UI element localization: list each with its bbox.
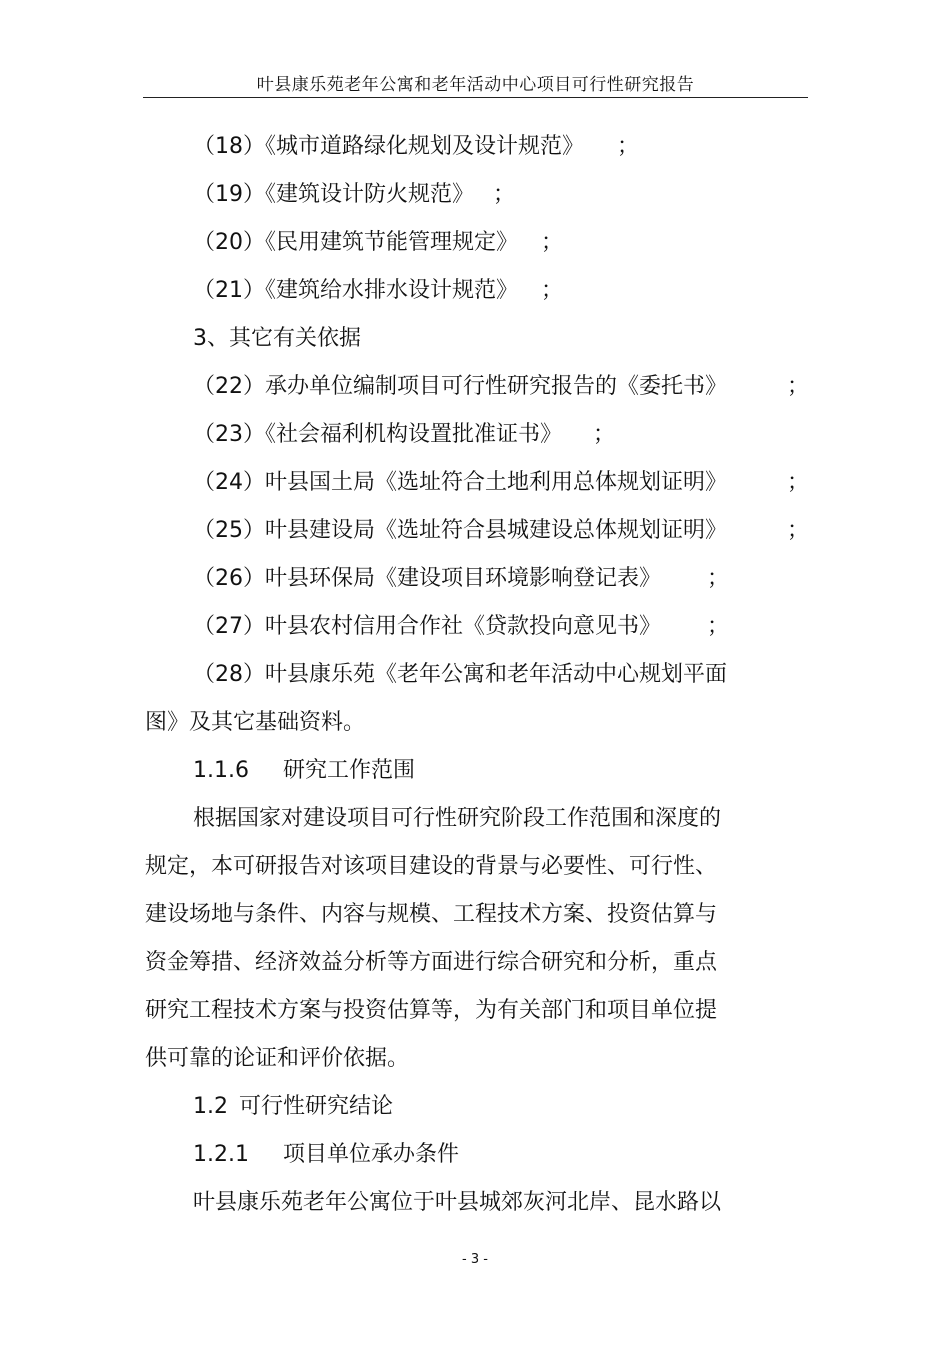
reference-separator: ； bbox=[617, 134, 640, 159]
reference-separator: ； bbox=[787, 470, 810, 495]
reference-separator: ； bbox=[541, 278, 564, 303]
paragraph-text: 根据国家对建设项目可行性研究阶段工作范围和深度的 bbox=[193, 806, 722, 831]
page-number: - 3 - bbox=[462, 1252, 488, 1267]
header-title: 叶县康乐苑老年公寓和老年活动中心项目可行性研究报告 bbox=[256, 75, 695, 95]
paragraph-text: 研究工程技术方案与投资估算等，为有关部门和项目单位提 bbox=[145, 998, 718, 1023]
reference-text: （25）叶县建设局《选址符合县城建设总体规划证明》 bbox=[193, 518, 727, 543]
section-number: 1.1.6 bbox=[193, 758, 249, 783]
reference-text: （24）叶县国土局《选址符合土地利用总体规划证明》 bbox=[193, 470, 727, 495]
section-number: 1.2.1 bbox=[193, 1142, 249, 1167]
reference-text: （18）《城市道路绿化规划及设计规范》 bbox=[193, 134, 584, 159]
section-title: 可行性研究结论 bbox=[239, 1094, 394, 1119]
section-title: 研究工作范围 bbox=[283, 758, 416, 783]
reference-text: （21）《建筑给水排水设计规范》 bbox=[193, 278, 518, 303]
reference-28-line2: 图》及其它基础资料。 bbox=[145, 710, 366, 735]
paragraph-text: 供可靠的论证和评价依据。 bbox=[145, 1046, 410, 1071]
reference-separator: ； bbox=[707, 614, 730, 639]
reference-text: （26）叶县环保局《建设项目环境影响登记表》 bbox=[193, 566, 661, 591]
paragraph-text: 叶县康乐苑老年公寓位于叶县城郊灰河北岸、昆水路以 bbox=[193, 1190, 722, 1215]
paragraph-text: 资金筹措、经济效益分析等方面进行综合研究和分析，重点 bbox=[145, 950, 718, 975]
reference-separator: ； bbox=[493, 182, 516, 207]
paragraph-text: 建设场地与条件、内容与规模、工程技术方案、投资估算与 bbox=[145, 902, 718, 927]
reference-separator: ； bbox=[541, 230, 564, 255]
section-title: 项目单位承办条件 bbox=[283, 1142, 460, 1167]
reference-text: （27）叶县农村信用合作社《贷款投向意见书》 bbox=[193, 614, 661, 639]
reference-text: （20）《民用建筑节能管理规定》 bbox=[193, 230, 518, 255]
reference-separator: ； bbox=[707, 566, 730, 591]
page-header bbox=[143, 58, 808, 98]
reference-text: （23）《社会福利机构设置批准证书》 bbox=[193, 422, 562, 447]
paragraph-text: 规定，本可研报告对该项目建设的背景与必要性、可行性、 bbox=[145, 854, 718, 879]
other-basis-heading-text: 3、其它有关依据 bbox=[193, 326, 361, 351]
reference-separator: ； bbox=[593, 422, 616, 447]
reference-text: （22）承办单位编制项目可行性研究报告的《委托书》 bbox=[193, 374, 727, 399]
reference-separator: ； bbox=[787, 374, 810, 399]
section-number: 1.2 bbox=[193, 1094, 228, 1119]
reference-separator: ； bbox=[787, 518, 810, 543]
reference-28-line1: （28）叶县康乐苑《老年公寓和老年活动中心规划平面 bbox=[193, 662, 727, 687]
reference-text: （19）《建筑设计防火规范》 bbox=[193, 182, 474, 207]
